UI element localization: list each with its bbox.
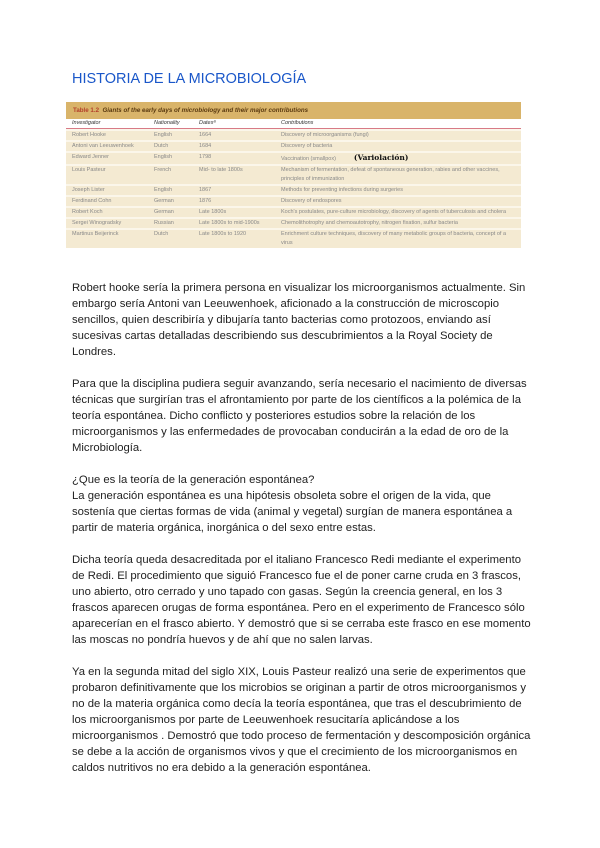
- table-cell: 1664: [199, 132, 212, 138]
- table-cell: Discovery of endospores: [281, 198, 342, 204]
- table-cell: English: [154, 187, 173, 193]
- paragraph: ¿Que es la teoría de la generación espontánea? La generación espontánea es una hipótesis obsoleta sobre el origen de la vida, que sostenía que ciertas formas de vida (animal y vegetal) surgían de manera espontánea a partir de materia orgánica, inorgánica o del sexo entre estas.: [72, 474, 513, 534]
- header-cell: Datesª: [199, 120, 216, 126]
- table-row: [66, 142, 521, 151]
- handwritten-annotation: (Variolación): [353, 153, 409, 162]
- page-title: HISTORIA DE LA MICROBIOLOGÍA: [72, 71, 307, 87]
- contributions-table: [66, 102, 521, 248]
- table-caption: [66, 102, 521, 119]
- table-cell: Mechanism of fermentation, defeat of spontaneous generation, rabies and other vaccines, principles of immunization: [281, 167, 500, 182]
- table-cell: Chemolithotrophy and chemoautotrophy, nitrogen fixation, sulfur bacteria: [281, 220, 458, 226]
- table-cell: Robert Hooke: [72, 132, 106, 138]
- header-cell: Nationality: [154, 120, 180, 126]
- paragraph: Dicha teoría queda desacreditada por el italiano Francesco Redi mediante el experimento de Redi. El procedimiento que siguió Francesco fue el de poner carne cruda en 3 frascos, uno abierto, otro cerrado y uno tapado con gasas. Según la creencia general, en los 3 frascos aparecen orugas de forma espontánea. Pero en el experimento de Francesco sólo aparecerían en el frasco abierto. Y demostró que si se cerraba este frasco en ese momento las moscas no pondría huevos y de ahí que no salen larvas.: [72, 554, 531, 646]
- paragraph: Ya en la segunda mitad del siglo XIX, Louis Pasteur realizó una serie de experimentos que probaron definitivamente que los microbios se originan a partir de otros microorganismos y no de la materia orgánica como decía la teoría espontánea, que tras el descubrimiento de los microorganismos por parte de Leeuwenhoek resucitaría aplicándose a los microorganismos . Demostró que todo proceso de fermentación y descomposición orgánica se debe a la acción de organismos vivos y que el crecimiento de los microorganismos en caldos nutritivos no era debido a la generación espontánea.: [72, 666, 531, 774]
- table-row: [66, 186, 521, 195]
- table-cell: Martinus Beijerinck: [72, 231, 119, 237]
- table-cell: Joseph Lister: [72, 187, 105, 193]
- table-row: [66, 230, 521, 248]
- table-cell: Discovery of bacteria: [281, 143, 333, 149]
- table-cell: Late 1800s to mid-1900s: [199, 220, 260, 226]
- header-cell: Investigator: [72, 120, 101, 126]
- table-cell: 1684: [199, 143, 212, 149]
- table-cell: Late 1800s to 1920: [199, 231, 247, 237]
- table-cell: Late 1800s: [199, 209, 227, 215]
- table-cell: Methods for preventing infections during surgeries: [281, 187, 403, 193]
- table-row: [66, 166, 521, 184]
- header-cell: Contributions: [281, 120, 314, 126]
- table-cell: 1867: [199, 187, 212, 193]
- table-cell: Mid- to late 1800s: [199, 167, 243, 173]
- table-cell: German: [154, 198, 174, 204]
- table-number: Table 1.2: [73, 107, 100, 114]
- table-cell: Dutch: [154, 143, 169, 149]
- table-cell: Antoni van Leeuwenhoek: [72, 143, 134, 149]
- table-cell: Discovery of microorganisms (fungi): [281, 132, 369, 138]
- table-row: [66, 219, 521, 228]
- table-cell: Ferdinand Cohn: [72, 198, 112, 204]
- table-cell: Louis Pasteur: [72, 167, 106, 173]
- table-cell: Sergei Winogradsky: [72, 220, 122, 226]
- table-cell: French: [154, 167, 172, 173]
- table-row: [66, 197, 521, 206]
- table-cell: Dutch: [154, 231, 169, 237]
- table-cell: 1798: [199, 154, 212, 160]
- document-body: [72, 280, 532, 792]
- table-caption-text: Giants of the early days of microbiology and their major contributions: [102, 107, 309, 114]
- paragraph: Para que la disciplina pudiera seguir avanzando, sería necesario el nacimiento de diversas técnicas que surgirían tras el afrontamiento por parte de los científicos a la polémica de la teoría espontánea. Dicho conflicto y posteriores estudios sobre la relación de los microorganismos y las enfermedades de provocaban conducirán a la edad de oro de la Microbiología.: [72, 378, 527, 454]
- table-cell: Edward Jenner: [72, 154, 109, 160]
- paragraph: Robert hooke sería la primera persona en visualizar los microorganismos actualmente. Sin embargo sería Antoni van Leeuwenhoek, aficionado a la construcción de microscopio sencillos, quien describiría y dibujaría tanto bacterias como protozoos, enviando así sucesivas cartas detalladas describiendo sus descubrimientos a la Royal Society de Londres.: [72, 282, 526, 358]
- table-row: [66, 131, 521, 140]
- table-row: [66, 153, 521, 164]
- table-header: [66, 119, 521, 129]
- table-cell: Koch's postulates, pure-culture microbiology, discovery of agents of tuberculosis and cholera: [281, 209, 507, 215]
- table-cell: German: [154, 209, 174, 215]
- table-row: [66, 208, 521, 217]
- table-cell: Enrichment culture techniques, discovery of many metabolic groups of bacteria, concept of a virus: [281, 231, 507, 246]
- table-cell: English: [154, 132, 173, 138]
- table-cell: Vaccination (smallpox) (Variolación): [281, 153, 409, 162]
- table-cell: 1876: [199, 198, 212, 204]
- table-cell: English: [154, 154, 173, 160]
- table-cell: Russian: [154, 220, 174, 226]
- table-cell: Robert Koch: [72, 209, 103, 215]
